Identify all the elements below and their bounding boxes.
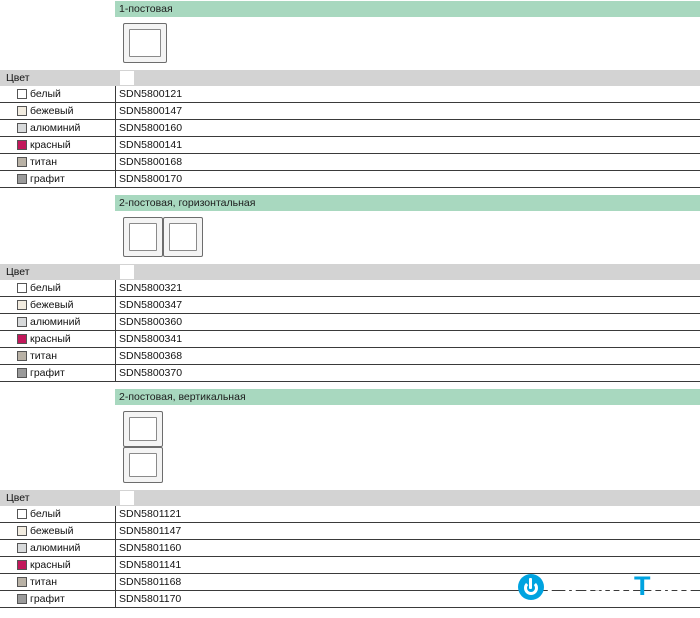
- section-title: 1-постовая: [119, 3, 173, 15]
- column-divider: [115, 523, 116, 539]
- color-swatch: [17, 157, 27, 167]
- color-header-swatch: [120, 491, 134, 505]
- column-divider: [115, 297, 116, 313]
- color-header-row: [0, 263, 700, 280]
- section-title: 2-постовая, вертикальная: [119, 391, 246, 403]
- frame-group: [123, 217, 700, 257]
- article-code: SDN5800160: [119, 122, 183, 134]
- watermark-text-org: org: [650, 571, 692, 601]
- article-code: SDN5801168: [119, 576, 182, 588]
- column-divider: [115, 280, 116, 296]
- article-code: SDN5801121: [119, 508, 182, 520]
- color-swatch: [17, 509, 27, 519]
- color-header-label: Цвет: [6, 492, 30, 504]
- color-swatch: [17, 283, 27, 293]
- frame-single-icon: [123, 23, 167, 63]
- table-row: [0, 154, 700, 171]
- color-name: красный: [30, 559, 71, 571]
- color-swatch: [17, 317, 27, 327]
- article-code: SDN5800141: [119, 139, 183, 151]
- section-single-post: [0, 0, 700, 188]
- column-divider: [115, 365, 116, 381]
- article-code: SDN5800360: [119, 316, 183, 328]
- color-swatch: [17, 89, 27, 99]
- watermark-text-electro: Electro: [545, 571, 634, 601]
- color-header-fill: [115, 70, 700, 86]
- article-code: SDN5800121: [119, 88, 183, 100]
- color-swatch: [17, 334, 27, 344]
- table-row: [0, 86, 700, 103]
- column-divider: [115, 86, 116, 102]
- article-code: SDN5800347: [119, 299, 183, 311]
- color-name: графит: [30, 173, 65, 185]
- color-swatch: [17, 543, 27, 553]
- color-swatch: [17, 300, 27, 310]
- article-code: SDN5800147: [119, 105, 183, 117]
- frame-post-icon: [123, 217, 163, 257]
- color-header-row: [0, 489, 700, 506]
- column-divider: [115, 171, 116, 187]
- color-name: титан: [30, 156, 58, 168]
- column-divider: [115, 506, 116, 522]
- article-code: SDN5800321: [119, 282, 183, 294]
- column-divider: [115, 540, 116, 556]
- color-name: алюминий: [30, 316, 81, 328]
- column-divider: [115, 137, 116, 153]
- color-name: бежевый: [30, 525, 74, 537]
- frame-illustration-single: [115, 17, 700, 69]
- frame-group: [123, 23, 700, 63]
- article-code: SDN5800168: [119, 156, 183, 168]
- column-divider: [115, 154, 116, 170]
- color-name: алюминий: [30, 542, 81, 554]
- table-row: [0, 120, 700, 137]
- table-row: [0, 506, 700, 523]
- watermark-logo: [518, 571, 692, 602]
- color-header-label: Цвет: [6, 266, 30, 278]
- color-swatch: [17, 351, 27, 361]
- table-row: [0, 314, 700, 331]
- table-row: [0, 365, 700, 382]
- column-divider: [115, 574, 116, 590]
- section-double-horizontal: [0, 194, 700, 382]
- column-divider: [115, 348, 116, 364]
- column-divider: [115, 103, 116, 119]
- column-divider: [115, 120, 116, 136]
- section-title: 2-постовая, горизонтальная: [119, 197, 256, 209]
- article-code: SDN5800368: [119, 350, 183, 362]
- frame-post-icon: [163, 217, 203, 257]
- article-code: SDN5800170: [119, 173, 183, 185]
- column-divider: [115, 314, 116, 330]
- column-divider: [115, 557, 116, 573]
- table-row: [0, 137, 700, 154]
- color-swatch: [17, 594, 27, 604]
- color-swatch: [17, 140, 27, 150]
- section-header-band: [115, 194, 700, 211]
- color-name: белый: [30, 88, 61, 100]
- color-header-swatch: [120, 71, 134, 85]
- table-row: [0, 331, 700, 348]
- color-name: алюминий: [30, 122, 81, 134]
- color-name: графит: [30, 593, 65, 605]
- color-header-swatch: [120, 265, 134, 279]
- color-name: бежевый: [30, 299, 74, 311]
- table-row: [0, 523, 700, 540]
- article-code: SDN5801160: [119, 542, 182, 554]
- frame-illustration-double-vertical: [115, 405, 700, 489]
- color-name: белый: [30, 508, 61, 520]
- frame-illustration-double-horizontal: [115, 211, 700, 263]
- color-swatch: [17, 526, 27, 536]
- color-name: бежевый: [30, 105, 74, 117]
- frame-group: [123, 411, 700, 483]
- frame-post-icon: [123, 411, 163, 447]
- color-name: красный: [30, 333, 71, 345]
- watermark-text-t: T: [634, 571, 650, 601]
- column-divider: [115, 331, 116, 347]
- section-header-band: [115, 388, 700, 405]
- color-swatch: [17, 106, 27, 116]
- column-divider: [115, 591, 116, 607]
- color-name: красный: [30, 139, 71, 151]
- article-code: SDN5801147: [119, 525, 182, 537]
- power-circle-icon: [518, 574, 544, 600]
- article-code: SDN5801170: [119, 593, 182, 605]
- color-name: белый: [30, 282, 61, 294]
- table-row: [0, 171, 700, 188]
- color-header-fill: [115, 264, 700, 280]
- article-code: SDN5801141: [119, 559, 182, 571]
- color-swatch: [17, 560, 27, 570]
- table-row: [0, 103, 700, 120]
- color-swatch: [17, 368, 27, 378]
- table-row: [0, 348, 700, 365]
- color-header-row: [0, 69, 700, 86]
- table-row: [0, 540, 700, 557]
- section-header-band: [115, 0, 700, 17]
- color-name: титан: [30, 350, 58, 362]
- color-swatch: [17, 123, 27, 133]
- frame-post-icon: [123, 447, 163, 483]
- color-swatch: [17, 174, 27, 184]
- color-header-fill: [115, 490, 700, 506]
- table-row: [0, 297, 700, 314]
- color-name: графит: [30, 367, 65, 379]
- article-code: SDN5800341: [119, 333, 183, 345]
- color-swatch: [17, 577, 27, 587]
- article-code: SDN5800370: [119, 367, 183, 379]
- table-row: [0, 280, 700, 297]
- color-header-label: Цвет: [6, 72, 30, 84]
- color-name: титан: [30, 576, 58, 588]
